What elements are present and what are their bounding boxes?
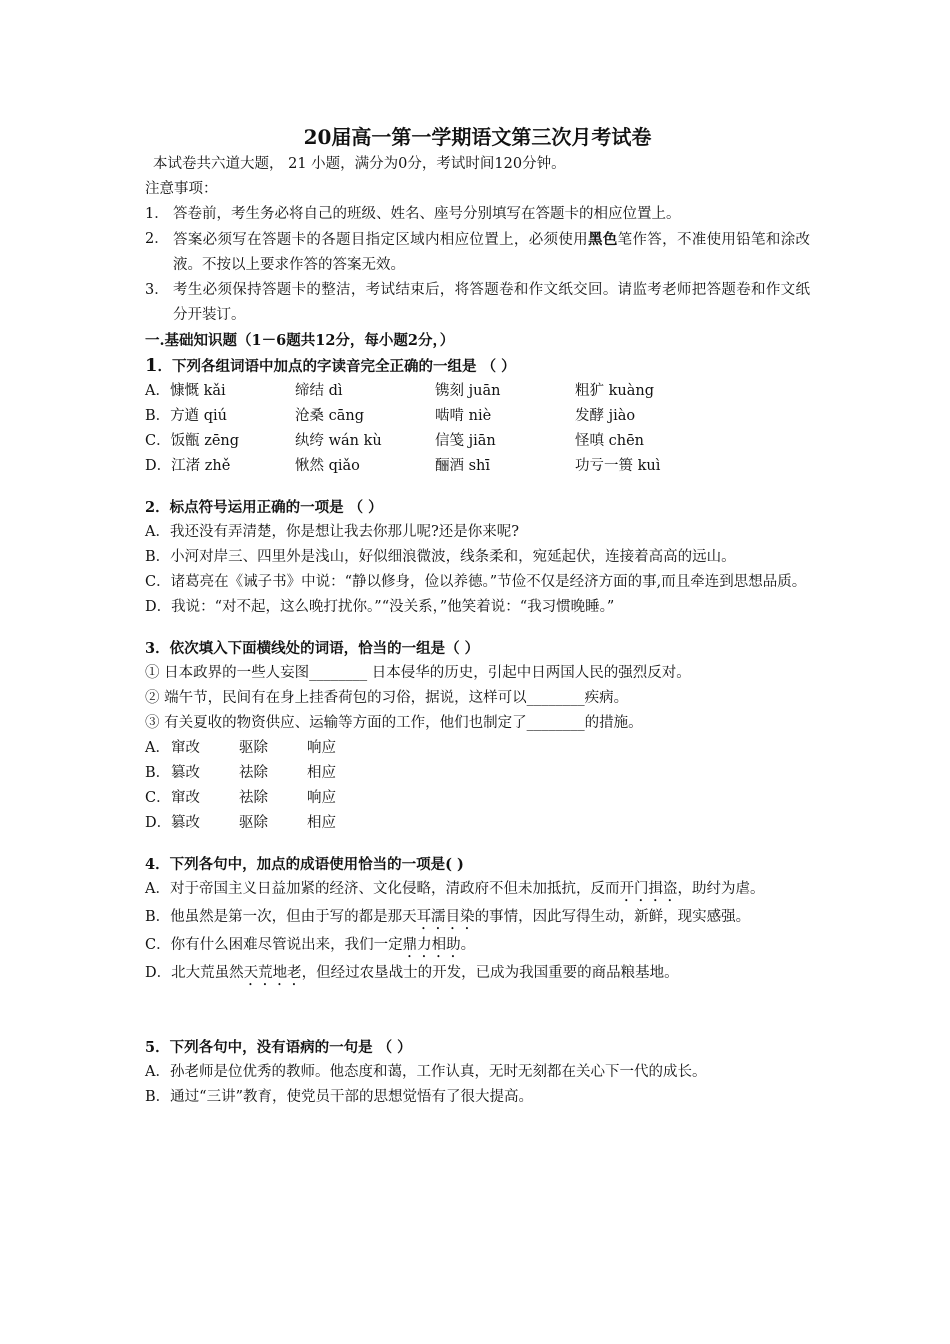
option-word: 祛除 [239, 765, 268, 781]
q1-cell: C．饭甑 zēng [145, 433, 240, 449]
note-item [145, 227, 810, 278]
note-item [145, 202, 810, 227]
option-text: 的事情，因此写得生动，新鲜，现实感强。 [474, 909, 751, 925]
option-label: C． [145, 790, 171, 806]
notes-heading: 注意事项： [145, 181, 218, 197]
q1-option-row [145, 404, 810, 429]
option-label: B． [145, 765, 171, 781]
note-text-part: 答案必须写在答题卡的各题目指定区域内相应位置上，必须使用 [173, 232, 588, 248]
note-number: 1． [145, 206, 169, 222]
q1-cell: 啮啃 niè [435, 408, 492, 424]
option-word: 篡改 [171, 815, 200, 831]
q1-cell: 缔结 dì [295, 383, 343, 399]
dotted-idiom: 鼎力相助 [402, 937, 461, 953]
q1-option-row [145, 379, 810, 404]
exam-title: 20届高一第一学期语文第三次月考试卷 [303, 125, 652, 149]
q3-option [145, 786, 810, 811]
q5-option: B．通过“三讲”教育，使党员干部的思想觉悟有了很大提高。 [145, 1089, 533, 1105]
note-text: 答卷前，考生务必将自己的班级、姓名、座号分别填写在答题卡的相应位置上。 [173, 206, 681, 222]
spacer [145, 620, 810, 636]
question-5-stem: 5．下列各句中，没有语病的一句是 （ ） [145, 1039, 412, 1056]
q1-option-row [145, 429, 810, 454]
q1-cell: 功亏一篑 kuì [575, 458, 661, 474]
q3-option [145, 761, 810, 786]
option-word: 驱除 [239, 740, 268, 756]
section-heading: 一.基础知识题（1－6题共12分，每小题2分，） [145, 332, 455, 349]
note-number: 2． [145, 231, 169, 247]
exam-intro: 本试卷共六道大题， 21 小题，满分为0分，考试时间120分钟。 [153, 156, 566, 172]
q1-cell: 信笺 jiān [435, 433, 496, 449]
q1-cell: 沧桑 cāng [295, 408, 364, 424]
option-text: 。 [460, 937, 476, 953]
q1-option-row [145, 454, 810, 479]
q4-option [145, 877, 810, 905]
q4-option [145, 961, 810, 989]
option-word: 窜改 [171, 740, 200, 756]
q1-cell: A．慷慨 kǎi [145, 383, 226, 399]
q4-option [145, 905, 810, 933]
q1-cell: 纨绔 wán kù [295, 433, 382, 449]
exam-page [145, 122, 810, 1110]
option-word: 祛除 [239, 790, 268, 806]
question-3-stem: 3．依次填入下面横线处的词语，恰当的一组是（ ） [145, 640, 480, 657]
q1-cell: 愀然 qiǎo [295, 458, 360, 474]
note-text: 考生必须保持答题卡的整洁，考试结束后，将答题卷和作文纸交回。请监考老师把答题卷和作文纸分开装订。 [173, 282, 810, 323]
q3-option [145, 811, 810, 836]
note-text-part: 笔作答，不准使用铅笔和涂改液。不按以上要求作答的答案无效。 [173, 232, 811, 273]
q3-sentence: ② 端午节，民间有在身上挂香荷包的习俗，据说，这样可以________疾病。 [145, 690, 629, 706]
q1-cell: 酾酒 shī [435, 458, 491, 474]
option-word: 驱除 [239, 815, 268, 831]
spacer [145, 836, 810, 852]
note-number: 3． [145, 282, 169, 298]
dotted-idiom: 开门揖盗 [619, 881, 678, 897]
q1-cell: 发酵 jiào [575, 408, 636, 424]
q3-option [145, 736, 810, 761]
dotted-idiom: 耳濡目染 [416, 909, 475, 925]
q1-cell: 怪嗔 chēn [575, 433, 644, 449]
option-word: 响应 [307, 790, 336, 806]
option-word: 相应 [307, 815, 336, 831]
q2-option: A．我还没有弄清楚，你是想让我去你那儿呢?还是你来呢? [145, 524, 520, 540]
spacer [145, 989, 810, 1035]
q5-option: A．孙老师是位优秀的教师。他态度和蔼，工作认真，无时无刻都在关心下一代的成长。 [145, 1064, 707, 1080]
question-4-stem: 4．下列各句中，加点的成语使用恰当的一项是( ) [145, 856, 464, 873]
question-1-stem [145, 353, 810, 379]
q4-option [145, 933, 810, 961]
question-text: ．下列各组词语中加点的字读音完全正确的一组是 （ ） [157, 358, 516, 375]
option-text: ，助纣为虐。 [677, 881, 765, 897]
option-text: C．你有什么困难尽管说出来，我们一定 [145, 937, 403, 953]
option-word: 相应 [307, 765, 336, 781]
option-text: ，但经过农垦战士的开发，已成为我国重要的商品粮基地。 [301, 965, 679, 981]
q1-cell: D．江渚 zhě [145, 458, 231, 474]
q2-option: B．小河对岸三、四里外是浅山，好似细浪微波，线条柔和，宛延起伏，连接着高高的远山。 [145, 549, 736, 565]
option-text: B．他虽然是第一次，但由于写的都是那天 [145, 909, 417, 925]
spacer [145, 479, 810, 495]
dotted-idiom: 天荒地老 [243, 965, 302, 981]
option-word: 响应 [307, 740, 336, 756]
note-bold-text: 黑色 [588, 231, 618, 248]
option-label: D． [145, 815, 172, 831]
option-label: A． [145, 740, 170, 756]
q3-sentence: ③ 有关夏收的物资供应、运输等方面的工作，他们也制定了________的措施。 [145, 715, 643, 731]
q2-option: D．我说：“对不起，这么晚打扰你。”“没关系，”他笑着说：“我习惯晚睡。” [145, 599, 615, 615]
question-2-stem: 2．标点符号运用正确的一项是 （ ） [145, 499, 383, 516]
option-text: A．对于帝国主义日益加紧的经济、文化侵略，清政府不但未加抵抗，反而 [145, 881, 620, 897]
q2-option: C．诸葛亮在《诫子书》中说：“静以修身，俭以养德。”节俭不仅是经济方面的事,而且牵连到思想品质。 [145, 574, 807, 590]
q1-cell: 粗犷 kuàng [575, 383, 654, 399]
note-item [145, 278, 810, 328]
option-word: 篡改 [171, 765, 200, 781]
q1-cell: 镌刻 juān [435, 383, 501, 399]
option-word: 窜改 [171, 790, 200, 806]
q3-sentence: ① 日本政界的一些人妄图________ 日本侵华的历史，引起中日两国人民的强烈反对。 [145, 665, 691, 681]
question-number: 1 [145, 355, 158, 376]
option-text: D．北大荒虽然 [145, 965, 244, 981]
note-text [173, 227, 810, 278]
q1-cell: B．方遒 qiú [145, 408, 228, 424]
